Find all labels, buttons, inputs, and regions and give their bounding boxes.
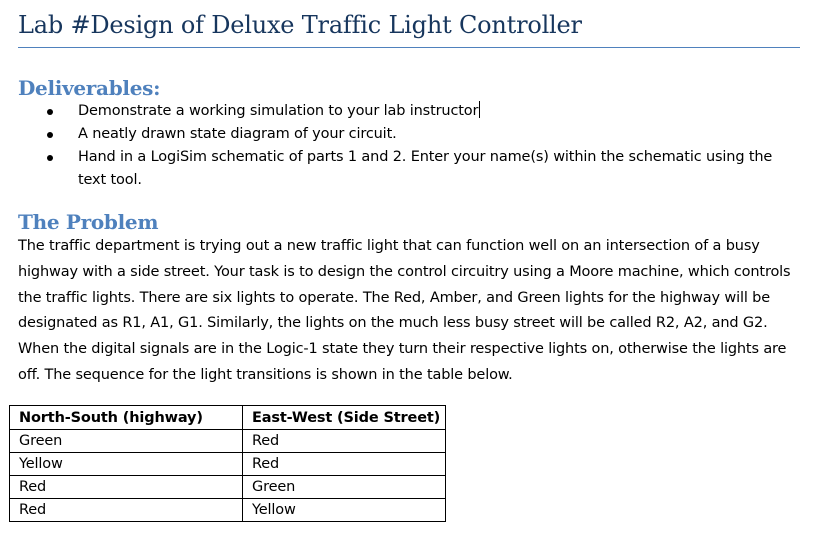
table-row [10,476,446,499]
bullet-icon [47,109,53,115]
bullet-icon [47,155,53,161]
list-item [0,123,798,146]
table-cell[interactable]: Yellow [243,499,446,522]
column-header-north-south[interactable]: North-South (highway) [10,406,243,430]
column-header-east-west[interactable]: East-West (Side Street) [243,406,446,430]
deliverable-text[interactable]: Hand in a LogiSim schematic of parts 1 and 2. Enter your name(s) within the schematic using the text tool. [78,149,773,188]
title-underline [18,47,800,48]
table-cell[interactable]: Red [10,499,243,522]
table-cell[interactable]: Green [10,430,243,453]
table-row [10,499,446,522]
deliverable-text[interactable]: Demonstrate a working simulation to your lab instructor [78,103,479,119]
problem-paragraph[interactable]: The traffic department is trying out a new traffic light that can function well on an intersection of a busy highway with a side street. Your task is to design the control circuitry using a Moore machine, which controls the traffic lights. There are six lights to operate. The Red, Amber, and Green lights for the highway will be designated as R1, A1, G1. Similarly, the lights on the much less busy street will be called R2, A2, and G2. When the digital signals are in the Logic-1 state they turn their respective lights on, otherwise the lights are off. The sequence for the light transitions is shown in the table below. [18,238,791,383]
deliverable-text[interactable]: A neatly drawn state diagram of your circuit. [78,126,397,142]
table-cell[interactable]: Red [243,453,446,476]
deliverables-heading: Deliverables: [18,76,161,100]
text-cursor [479,101,480,118]
light-sequence-table [9,405,446,522]
table-cell[interactable]: Yellow [10,453,243,476]
problem-heading: The Problem [18,210,159,234]
table-cell[interactable]: Red [10,476,243,499]
table-cell[interactable]: Green [243,476,446,499]
table-row [10,453,446,476]
table-cell[interactable]: Red [243,430,446,453]
deliverables-list [0,100,828,192]
table-row [10,430,446,453]
table-header-row [10,406,446,430]
list-item [0,100,798,123]
bullet-icon [47,132,53,138]
document-title: Lab #Design of Deluxe Traffic Light Controller [18,11,582,39]
list-item [0,146,798,192]
